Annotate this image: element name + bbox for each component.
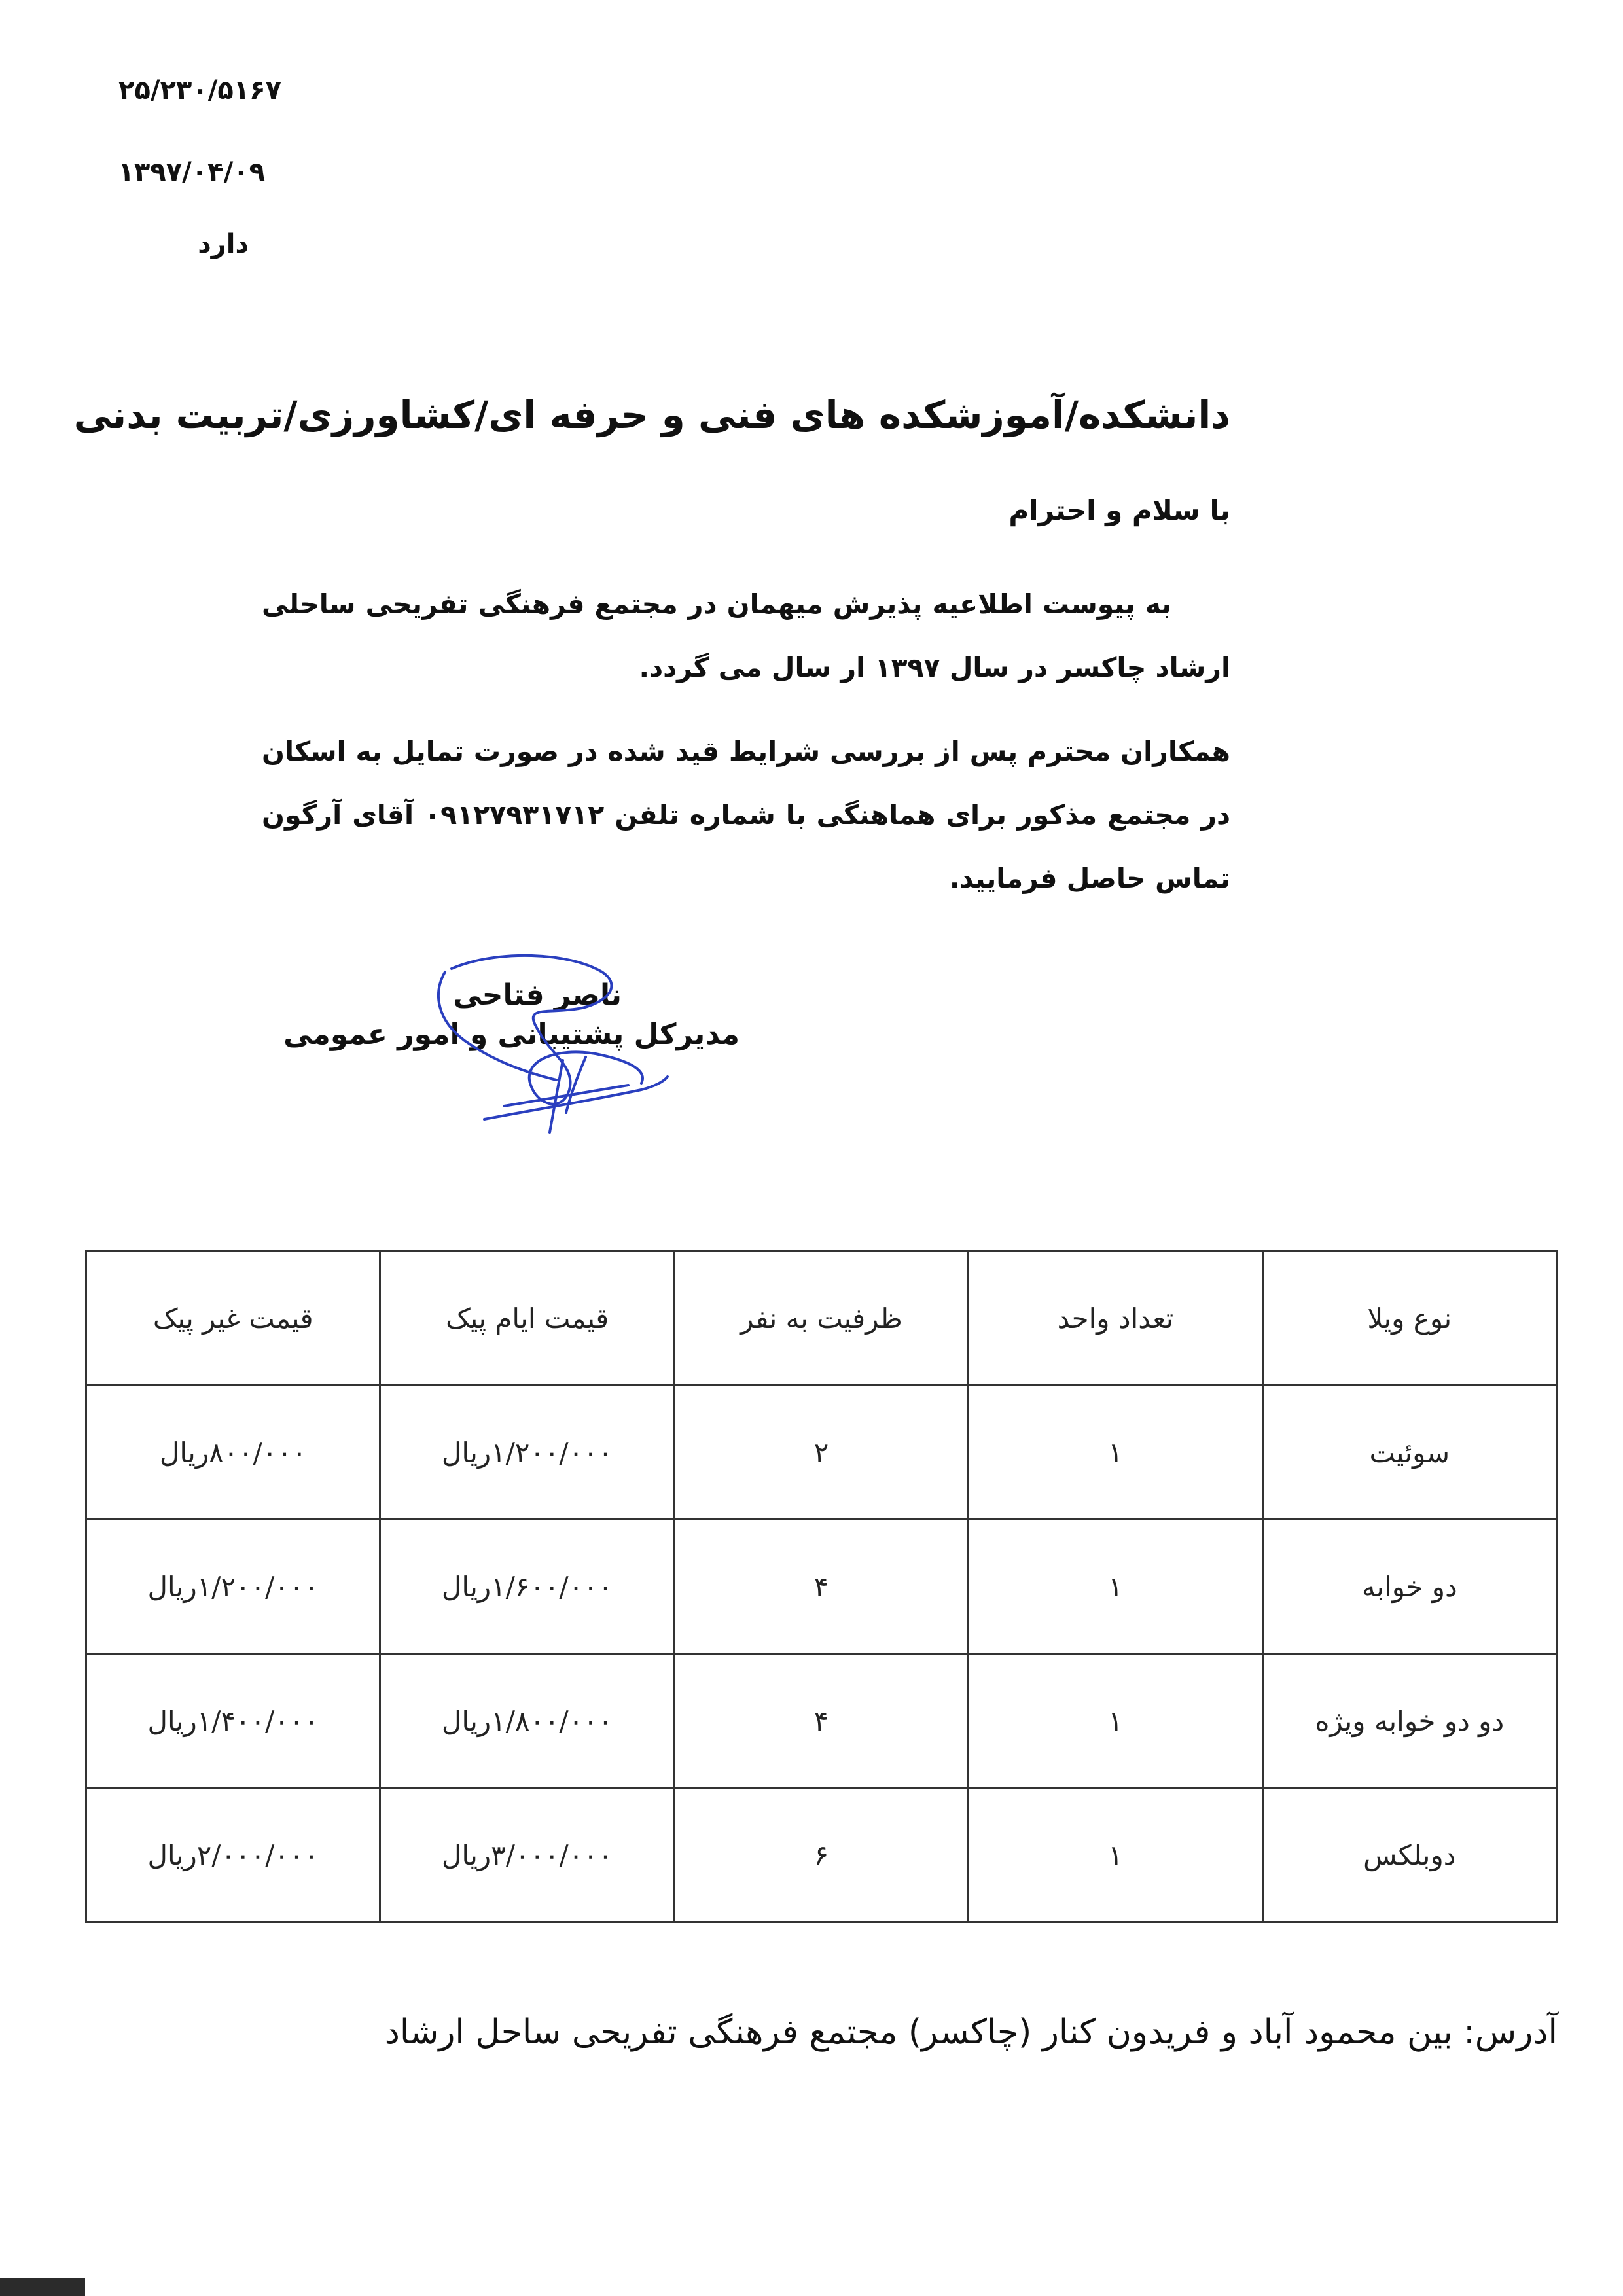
cell-capacity: ۶ — [674, 1788, 968, 1922]
signer-title: مدیرکل پشتیبانی و امور عمومی — [283, 1018, 740, 1051]
salutation: با سلام و احترام — [1008, 494, 1230, 526]
cell-villa-type: دوبلکس — [1262, 1788, 1556, 1922]
letter-heading: دانشکده/آموزشکده های فنی و حرفه ای/کشاورزی/تربیت بدنی — [73, 393, 1230, 437]
cell-peak-price: ۱/۶۰۰/۰۰۰ریال — [380, 1520, 674, 1654]
header-capacity: ظرفیت به نفر — [674, 1251, 968, 1386]
table-header-row — [86, 1251, 1557, 1386]
header-unit-count: تعداد واحد — [969, 1251, 1262, 1386]
attachment-status: دارد — [198, 229, 249, 259]
cell-offpeak-price: ۱/۲۰۰/۰۰۰ریال — [86, 1520, 380, 1654]
cell-offpeak-price: ۱/۴۰۰/۰۰۰ریال — [86, 1654, 380, 1788]
cell-villa-type: دو دو خوابه ویژه — [1262, 1654, 1556, 1788]
cell-peak-price: ۱/۲۰۰/۰۰۰ریال — [380, 1386, 674, 1520]
cell-villa-type: دو خوابه — [1262, 1520, 1556, 1654]
letter-date: ۱۳۹۷/۰۴/۰۹ — [118, 157, 265, 187]
header-villa-type: نوع ویلا — [1262, 1251, 1556, 1386]
table-row — [86, 1654, 1557, 1788]
site-logo — [0, 2278, 85, 2296]
table-row — [86, 1386, 1557, 1520]
cell-unit-count: ۱ — [969, 1788, 1262, 1922]
cell-villa-type: سوئیت — [1262, 1386, 1556, 1520]
handwritten-signature — [406, 942, 681, 1139]
villa-rates-table — [85, 1250, 1558, 1923]
cell-capacity: ۴ — [674, 1654, 968, 1788]
cell-offpeak-price: ۲/۰۰۰/۰۰۰ریال — [86, 1788, 380, 1922]
signer-name: ناصر فتاحی — [453, 978, 622, 1012]
letter-number: ۲۵/۲۳۰/۵۱۶۷ — [118, 75, 281, 105]
address-line: آدرس: بین محمود آباد و فریدون کنار (چاکسر) مجتمع فرهنگی تفریحی ساحل ارشاد — [384, 2013, 1558, 2052]
cell-peak-price: ۳/۰۰۰/۰۰۰ریال — [380, 1788, 674, 1922]
header-offpeak-price: قیمت غیر پیک — [86, 1251, 380, 1386]
cell-offpeak-price: ۸۰۰/۰۰۰ریال — [86, 1386, 380, 1520]
table-row — [86, 1520, 1557, 1654]
body-paragraph-2: همکاران محترم پس از بررسی شرایط قید شده در صورت تمایل به اسکان در مجتمع مذکور برای هماهنگی با شماره تلفن ۰۹۱۲۷۹۳۱۷۱۲ آقای آرگون تماس حاصل فرمایید. — [262, 736, 1230, 894]
cell-unit-count: ۱ — [969, 1654, 1262, 1788]
signature-strokes — [438, 956, 668, 1132]
cell-unit-count: ۱ — [969, 1386, 1262, 1520]
cell-peak-price: ۱/۸۰۰/۰۰۰ریال — [380, 1654, 674, 1788]
cell-unit-count: ۱ — [969, 1520, 1262, 1654]
cell-capacity: ۴ — [674, 1520, 968, 1654]
header-peak-price: قیمت ایام پیک — [380, 1251, 674, 1386]
table-row — [86, 1788, 1557, 1922]
body-paragraph-1: به پیوست اطلاعیه پذیرش میهمان در مجتمع فرهنگی تفریحی ساحلی ارشاد چاکسر در سال ۱۳۹۷ ار سال می گردد. — [262, 588, 1230, 683]
cell-capacity: ۲ — [674, 1386, 968, 1520]
